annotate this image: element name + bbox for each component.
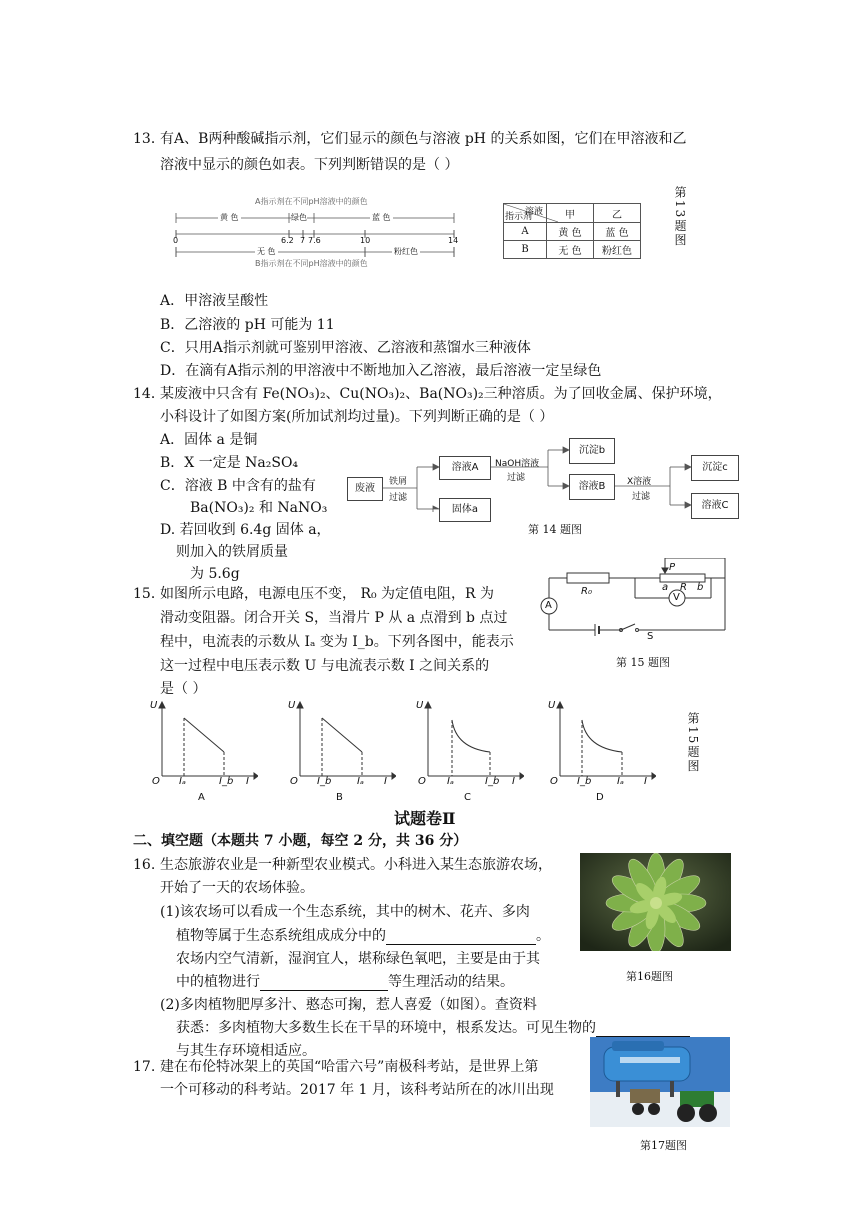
table-cell: 黄 色 — [547, 223, 594, 241]
table-cell: 蓝 色 — [594, 223, 641, 241]
graph-d-u: U — [548, 700, 556, 711]
graph-d-origin: O — [550, 776, 558, 787]
q17-stem-line2: 一个可移动的科考站。2017 年 1 月，该科考站所在的冰川出现 — [160, 1082, 554, 1098]
q15-stem-line1: 如图所示电路，电源电压不变， R₀ 为定值电阻，R 为 — [160, 586, 495, 602]
graph-a-i2: I_b — [219, 776, 234, 787]
scale-b-colorless: 无 色 — [257, 247, 276, 256]
q16-stem-line1: 生态旅游农业是一种新型农业模式。小科进入某生态旅游农场， — [160, 857, 552, 873]
graph-b-u: U — [288, 700, 296, 711]
slider-p-label: P — [669, 562, 676, 573]
q14-option-b: B．X 一定是 Na₂SO₄ — [160, 455, 299, 471]
table-row-name: B — [504, 241, 547, 259]
q16-number: 16. — [133, 857, 156, 873]
flow-precipitate-b: 沉淀b — [569, 438, 615, 464]
q17-stem-line1: 建在布伦特冰架上的英国“哈雷六号”南极科考站，是世界上第 — [160, 1059, 539, 1075]
q14-option-d-cont2: 为 5.6g — [190, 566, 240, 582]
q17-figure-label: 第17题图 — [640, 1139, 687, 1152]
flow-solution-b: 溶液B — [569, 474, 615, 500]
q16-part2-line3: 与其生存环境相适应。 — [176, 1043, 316, 1059]
flow-solid-a: 固体a — [439, 498, 491, 522]
graph-c-origin: O — [418, 776, 426, 787]
q15-stem-line4: 这一过程中电压表示数 U 与电流表示数 I 之间关系的 — [160, 658, 490, 674]
q16-blank-2[interactable] — [260, 976, 388, 991]
q13-option-c: C．只用A指示剂就可鉴别甲溶液、乙溶液和蒸馏水三种液体 — [160, 340, 531, 356]
q15-graph-c — [414, 700, 524, 803]
flow-precipitate-c: 沉淀c — [691, 455, 739, 481]
graph-d-i: I — [644, 776, 647, 787]
q15-figure-label: 第 15 题图 — [616, 656, 670, 669]
q14-option-c-cont: Ba(NO₃)₂ 和 NaNO₃ — [190, 500, 328, 516]
q13-option-b: B．乙溶液的 pH 可能为 11 — [160, 317, 335, 333]
q15-graph-b — [286, 700, 396, 803]
flow-x-solution: X溶液 — [627, 477, 652, 487]
flow-iron: 铁屑 — [389, 477, 408, 487]
flow-filter1: 过滤 — [389, 493, 408, 503]
q14-option-d-cont1: 则加入的铁屑质量 — [176, 544, 288, 560]
graph-c-i: I — [512, 776, 515, 787]
graph-c-plot — [414, 700, 524, 780]
q14-number: 14． — [133, 386, 165, 402]
point-a-label: a — [662, 582, 669, 593]
graph-d-i2: Iₐ — [617, 776, 624, 787]
q16-part2-line1: (2)多肉植物肥厚多汁、憨态可掬，惹人喜爱（如图）。查资料 — [160, 997, 537, 1013]
q16-blank-3[interactable] — [596, 1022, 690, 1037]
q14-flowchart — [345, 430, 740, 525]
q15-stem-line5: 是（ ） — [160, 681, 207, 697]
q15-stem-line3: 程中，电流表的示数从 Iₐ 变为 I_b。下列各图中，能表示 — [160, 634, 514, 650]
scale-b-title: B指示剂在不同pH溶液中的颜色 — [255, 259, 368, 268]
graph-c-i2: I_b — [485, 776, 500, 787]
table-cell: 粉红色 — [594, 241, 641, 259]
q13-option-a: A．甲溶液呈酸性 — [160, 293, 269, 309]
q16-part1-line1: (1)该农场可以看成一个生态系统，其中的树木、花卉、多肉 — [160, 904, 530, 920]
tick-7: 7 — [300, 236, 306, 245]
scale-a-title: A指示剂在不同pH溶液中的颜色 — [255, 197, 368, 206]
graph-c-i1: Iₐ — [447, 776, 454, 787]
scale-a-blue: 蓝 色 — [372, 213, 391, 222]
graph-d-i1: I_b — [577, 776, 592, 787]
graph-a-i: I — [246, 776, 249, 787]
q15-number: 15． — [133, 586, 165, 602]
q14-stem-line2: 小科设计了如图方案(所加试剂均过量)。下列判断正确的是（ ） — [160, 409, 554, 425]
scale-a-green: 绿色 — [291, 213, 307, 222]
q16-part1-line3: 农场内空气清新，湿润宜人，堪称绿色氧吧，主要是由于其 — [176, 951, 540, 967]
flow-naoh: NaOH溶液 — [495, 459, 540, 469]
r0-label: R₀ — [581, 586, 592, 597]
graph-a-label: A — [198, 792, 205, 803]
section-2-title: 试题卷Ⅱ — [394, 809, 456, 828]
q15-graph-a — [148, 700, 258, 803]
table-cell: 无 色 — [547, 241, 594, 259]
graph-a-u: U — [150, 700, 158, 711]
q16-part2-line2: 获悉：多肉植物大多数生长在干旱的环境中，根系发达。可见生物的 — [176, 1019, 690, 1037]
tick-6-2: 6.2 — [281, 236, 294, 245]
flow-filter3: 过滤 — [632, 492, 651, 502]
table-corner: 溶液 指示剂 — [504, 204, 547, 223]
tick-0: 0 — [173, 236, 179, 245]
q16-part1-line2: 植物等属于生态系统组成成分中的 。 — [176, 928, 550, 944]
q15-stem-line2: 滑动变阻器。闭合开关 S，当滑片 P 从 a 点滑到 b 点过 — [160, 610, 508, 626]
q13-number: 13． — [133, 131, 165, 147]
flow-filter2: 过滤 — [507, 473, 526, 483]
graph-b-label: B — [336, 792, 343, 803]
switch-label: S — [647, 631, 654, 642]
table-row-name: A — [504, 223, 547, 241]
tick-10: 10 — [360, 236, 371, 245]
q13-ph-scale-figure — [170, 196, 460, 271]
tick-7-6: 7.6 — [308, 236, 321, 245]
graph-d-label: D — [596, 792, 604, 803]
q14-option-d: D. 若回收到 6.4g 固体 a， — [160, 522, 331, 538]
research-station-photo — [590, 1037, 730, 1127]
q16-stem-line2: 开始了一天的农场体验。 — [160, 880, 314, 896]
succulent-illustration — [580, 853, 731, 951]
point-b-label: b — [697, 582, 704, 593]
q15-circuit-diagram — [535, 558, 735, 648]
q14-figure-label: 第 14 题图 — [528, 523, 582, 536]
table-col-jia: 甲 — [547, 204, 594, 223]
q15-graph-d — [546, 700, 656, 803]
graph-b-i: I — [384, 776, 387, 787]
q14-option-a: A．固体 a 是铜 — [160, 432, 258, 448]
graph-c-u: U — [416, 700, 424, 711]
graph-a-plot — [148, 700, 258, 780]
q14-option-c: C．溶液 B 中含有的盐有 — [160, 478, 316, 494]
q13-stem-line1: 有A、B两种酸碱指示剂，它们显示的颜色与溶液 pH 的关系如图，它们在甲溶液和乙 — [160, 131, 687, 147]
q17-number: 17. — [133, 1059, 156, 1075]
q13-color-table — [503, 203, 641, 259]
q16-blank-1[interactable] — [386, 930, 536, 945]
graph-b-i1: I_b — [317, 776, 332, 787]
graph-b-plot — [286, 700, 396, 780]
graph-c-label: C — [464, 792, 471, 803]
q16-figure-label: 第16题图 — [626, 970, 673, 983]
circuit-wires — [535, 558, 735, 648]
voltmeter-label: V — [673, 592, 680, 603]
graph-b-origin: O — [290, 776, 298, 787]
ammeter-label: A — [545, 600, 552, 611]
q13-stem-line2: 溶液中显示的颜色如表。下列判断错误的是（ ） — [160, 157, 459, 173]
section-2-heading: 二、填空题（本题共 7 小题，每空 2 分，共 36 分） — [133, 833, 468, 849]
q16-part1-line4: 中的植物进行 等生理活动的结果。 — [176, 974, 514, 990]
graph-d-plot — [546, 700, 656, 780]
graph-b-i2: Iₐ — [357, 776, 364, 787]
flow-solution-a: 溶液A — [439, 456, 491, 480]
q13-option-d: D．在滴有A指示剂的甲溶液中不断地加入乙溶液，最后溶液一定呈绿色 — [160, 363, 602, 379]
graph-a-i1: Iₐ — [179, 776, 186, 787]
q15-graphs-figure-label: 第15题图 — [686, 712, 700, 774]
scale-a-yellow: 黄 色 — [220, 213, 239, 222]
research-station-illustration — [590, 1037, 730, 1127]
scale-b-pink: 粉红色 — [394, 247, 418, 256]
flow-waste: 废液 — [347, 477, 383, 501]
succulent-photo — [580, 853, 731, 951]
rheostat-r-label: R — [680, 582, 687, 593]
table-col-yi: 乙 — [594, 204, 641, 223]
q13-figure-label: 第13题图 — [673, 186, 687, 248]
q14-stem-line1: 某废液中只含有 Fe(NO₃)₂、Cu(NO₃)₂、Ba(NO₃)₂三种溶质。为了回收金属、保护环境， — [160, 386, 722, 402]
flow-solution-c: 溶液C — [691, 493, 739, 519]
graph-a-origin: O — [152, 776, 160, 787]
tick-14: 14 — [448, 236, 459, 245]
